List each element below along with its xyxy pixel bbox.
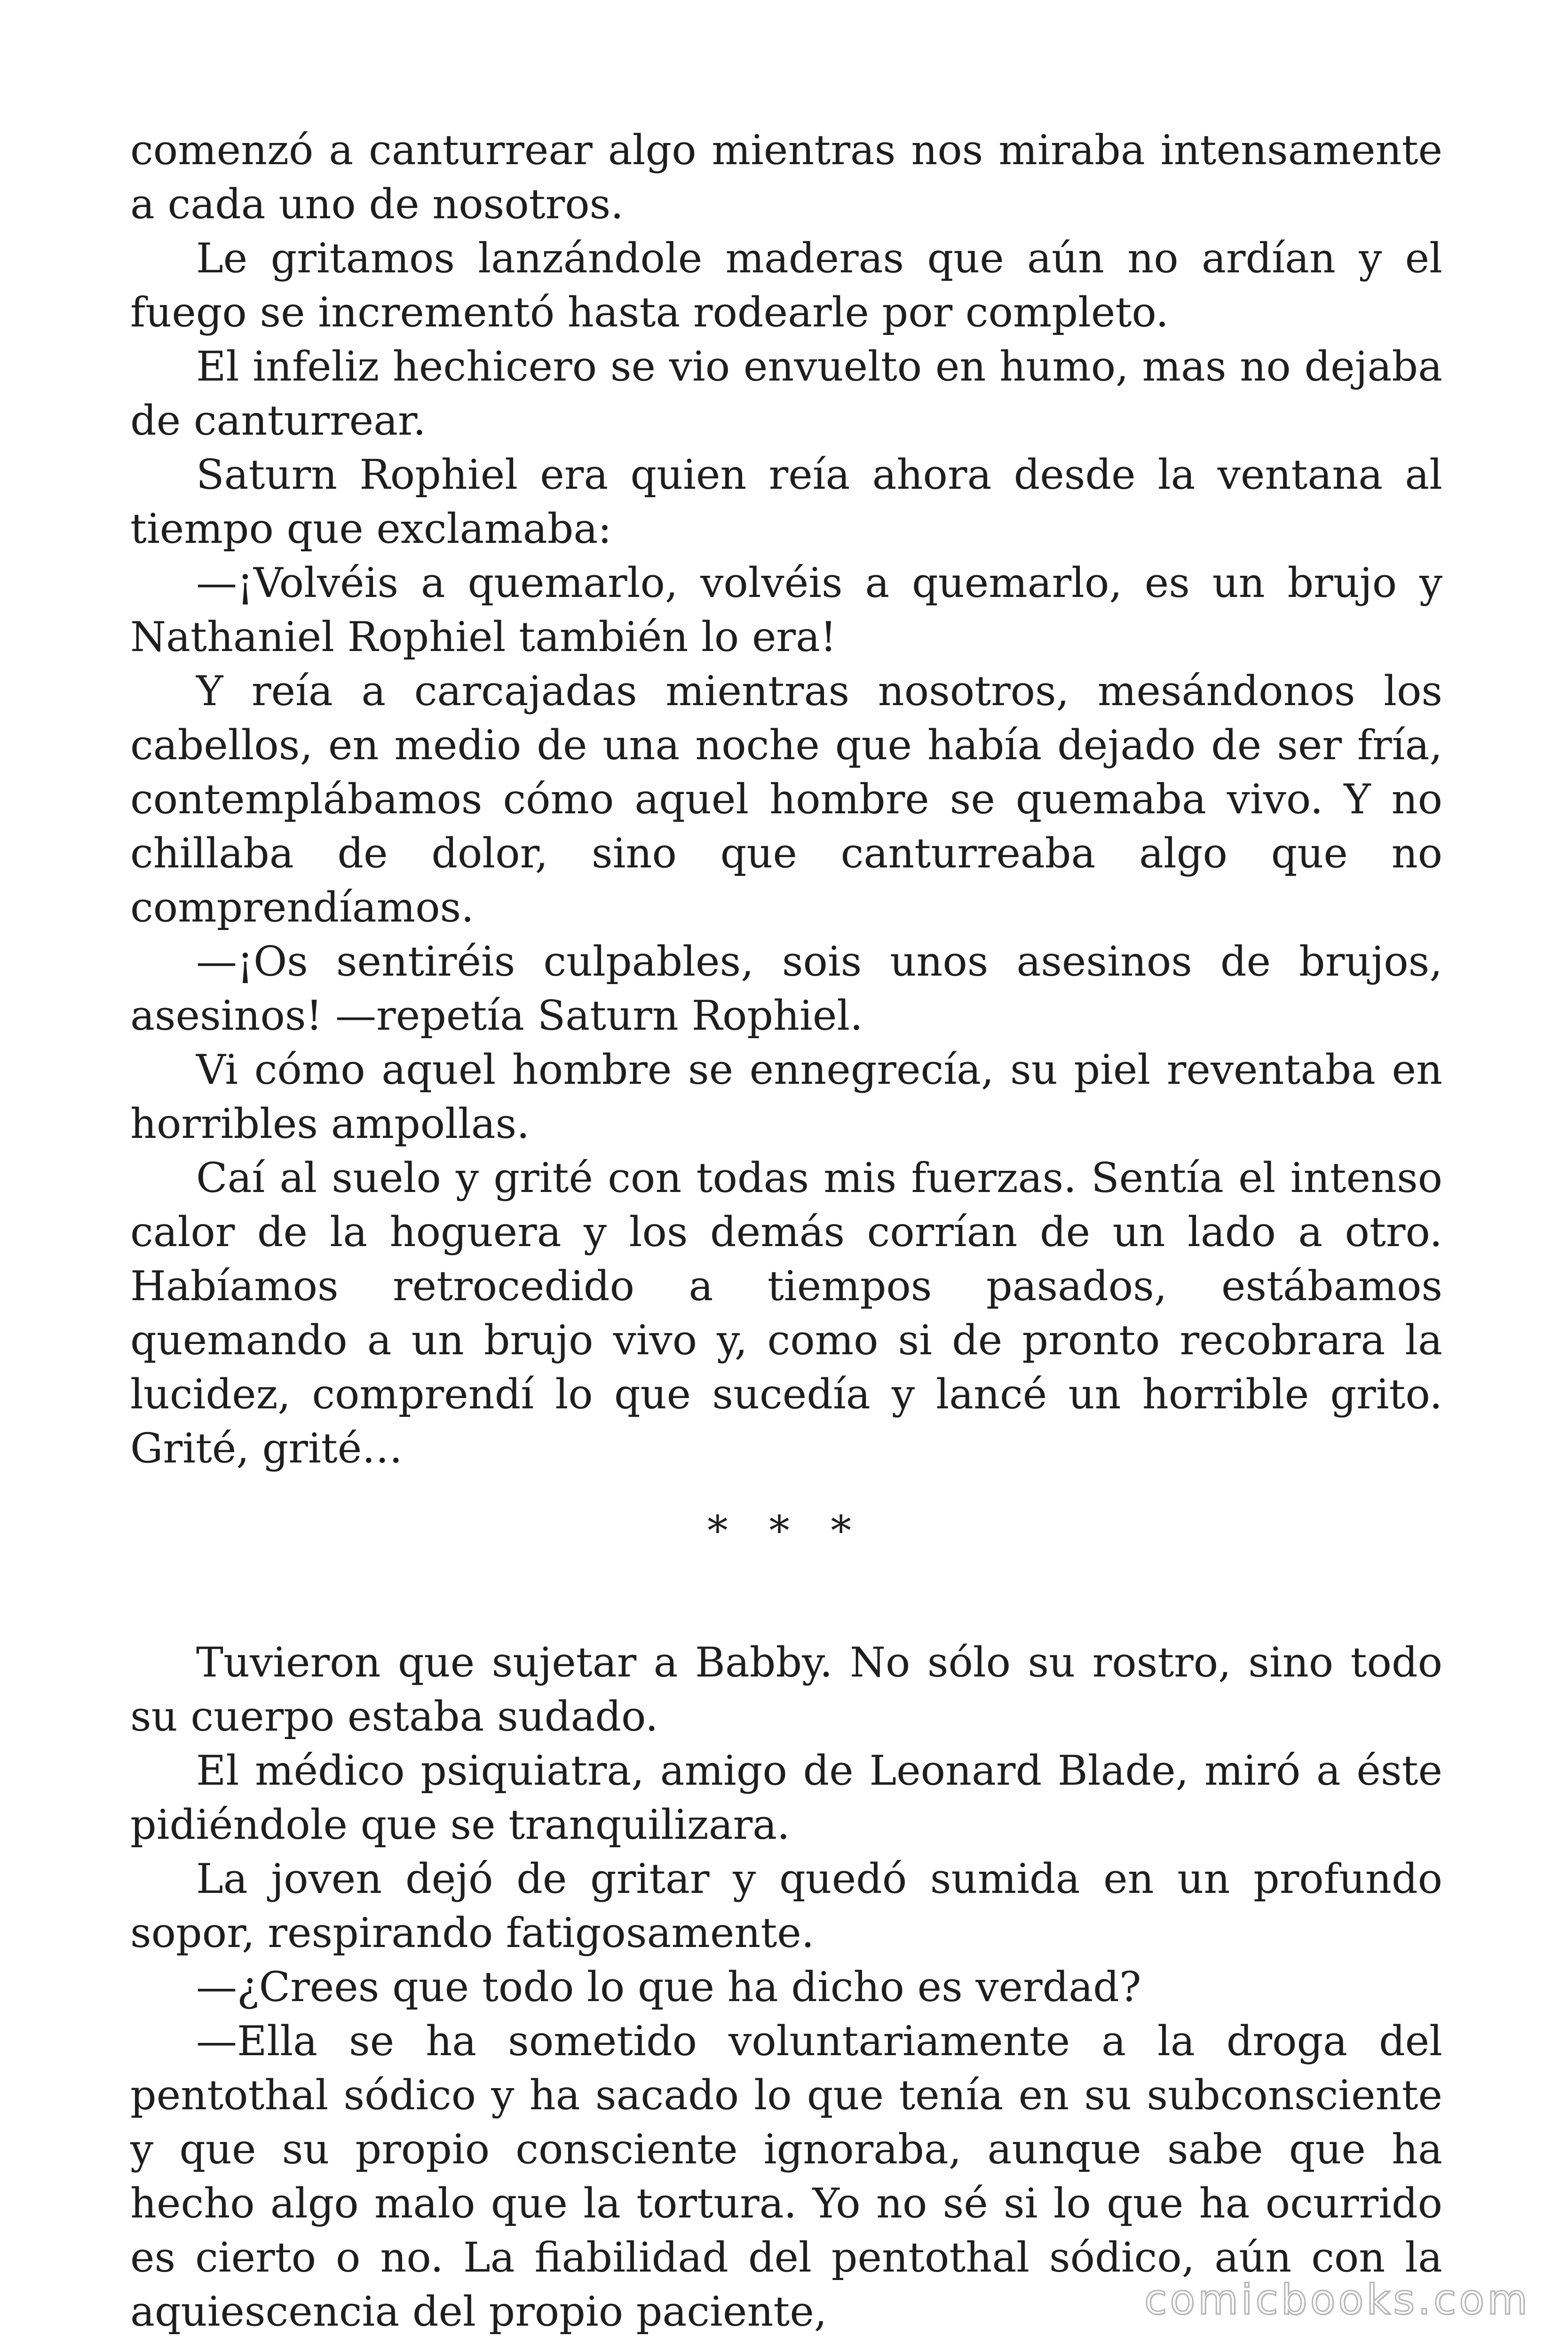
paragraph: El infeliz hechicero se vio envuelto en humo, mas no dejaba de canturrear. bbox=[130, 342, 1442, 445]
paragraph: Le gritamos lanzándole maderas que aún no ardían y el fuego se incrementó hasta rodearle por completo. bbox=[130, 234, 1442, 336]
paragraph: comenzó a canturrear algo mientras nos miraba intensamente a cada uno de nosotros. bbox=[130, 126, 1442, 228]
paragraph: —¡Volvéis a quemarlo, volvéis a quemarlo, es un brujo y Nathaniel Rophiel también lo era! bbox=[130, 559, 1442, 661]
paragraph: Saturn Rophiel era quien reía ahora desde la ventana al tiempo que exclamaba: bbox=[130, 451, 1442, 553]
paragraph: —Ella se ha sometido voluntariamente a la droga del pentothal sódico y ha sacado lo que tenía en su subconsciente y que su propio consciente ignoraba, aunque sabe que ha hecho algo malo que la tortura. Yo no sé si lo que ha ocurrido es cierto o no. La fiabilidad del pentothal sódico, aún con la aquiescencia del propio paciente, bbox=[130, 2017, 1442, 2336]
paragraph: El médico psiquiatra, amigo de Leonard Blade, miró a éste pidiéndole que se tranquilizara. bbox=[130, 1747, 1442, 1849]
paragraph: La joven dejó de gritar y quedó sumida en un profundo sopor, respirando fatigosamente. bbox=[130, 1855, 1442, 1957]
book-page-body bbox=[130, 123, 1442, 2339]
paragraph: Caí al suelo y grité con todas mis fuerzas. Sentía el intenso calor de la hoguera y los demás corrían de un lado a otro. Habíamos retrocedido a tiempos pasados, estábamos quemando a un brujo vivo y, como si de pronto recobrara la lucidez, comprendí lo que sucedía y lancé un horrible grito. Grité, grité… bbox=[130, 1154, 1442, 1472]
paragraph: Vi cómo aquel hombre se ennegrecía, su piel reventaba en horribles ampollas. bbox=[130, 1046, 1442, 1148]
paragraph: —¿Crees que todo lo que ha dicho es verdad? bbox=[196, 1963, 1141, 2011]
paragraph: Tuvieron que sujetar a Babby. No sólo su rostro, sino todo su cuerpo estaba sudado. bbox=[130, 1638, 1442, 1740]
paragraph: —¡Os sentiréis culpables, sois unos asesinos de brujos, asesinos! —repetía Saturn Rophiel. bbox=[130, 938, 1442, 1040]
paragraph: Y reía a carcajadas mientras nosotros, mesándonos los cabellos, en medio de una noche que había dejado de ser fría, contemplábamos cómo aquel hombre se quemaba vivo. Y no chillaba de dolor, sino que canturreaba algo que no comprendíamos. bbox=[130, 667, 1442, 931]
section-break: * * * bbox=[707, 1507, 865, 1555]
watermark: comicbooks.com bbox=[1144, 2275, 1530, 2324]
